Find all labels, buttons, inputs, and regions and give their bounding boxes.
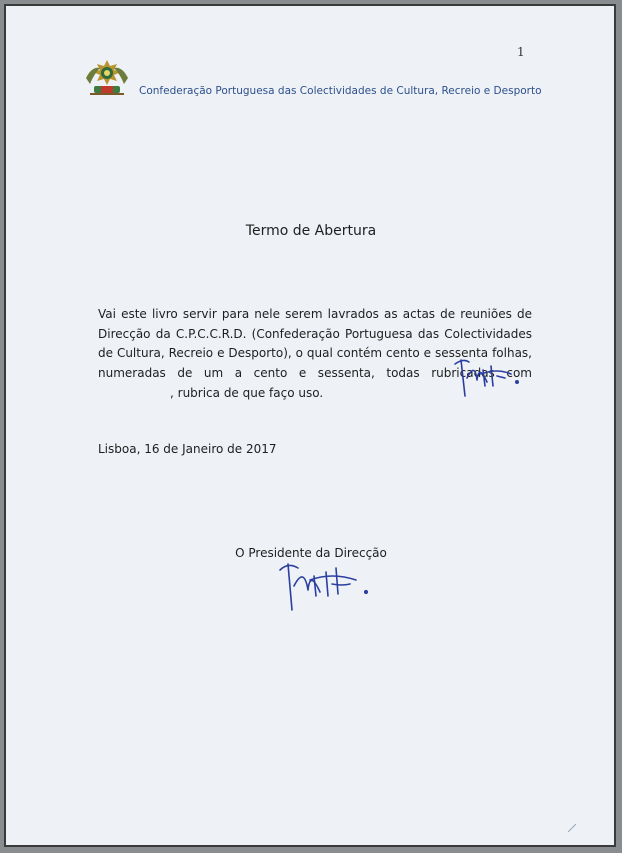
signer-title: O Presidente da Direcção [235, 546, 387, 560]
place-and-date: Lisboa, 16 de Janeiro de 2017 [98, 442, 277, 456]
confederation-emblem-icon [80, 56, 134, 100]
president-signature [276, 560, 376, 614]
initials-placeholder [98, 383, 170, 397]
paragraph-text: Vai este livro servir para nele serem lavrados as actas de reuniões de Direcção da C.P.C.C.R.D. (Confederação Portuguesa das Colectividades de Cultura, Recreio e Desporto), o qual contém cento e sessenta folhas, numeradas de um a cento e sessenta, todas rubricadas com [98, 307, 532, 380]
document-title: Termo de Abertura [245, 223, 377, 239]
initials-signature [453, 356, 528, 398]
scan-mark [566, 822, 578, 834]
organization-name: Confederação Portuguesa das Colectividades de Cultura, Recreio e Desporto [139, 85, 542, 97]
page-number: 1 [517, 45, 525, 59]
document-page [4, 4, 616, 847]
paragraph-text-end: , rubrica de que faço uso. [170, 386, 324, 400]
